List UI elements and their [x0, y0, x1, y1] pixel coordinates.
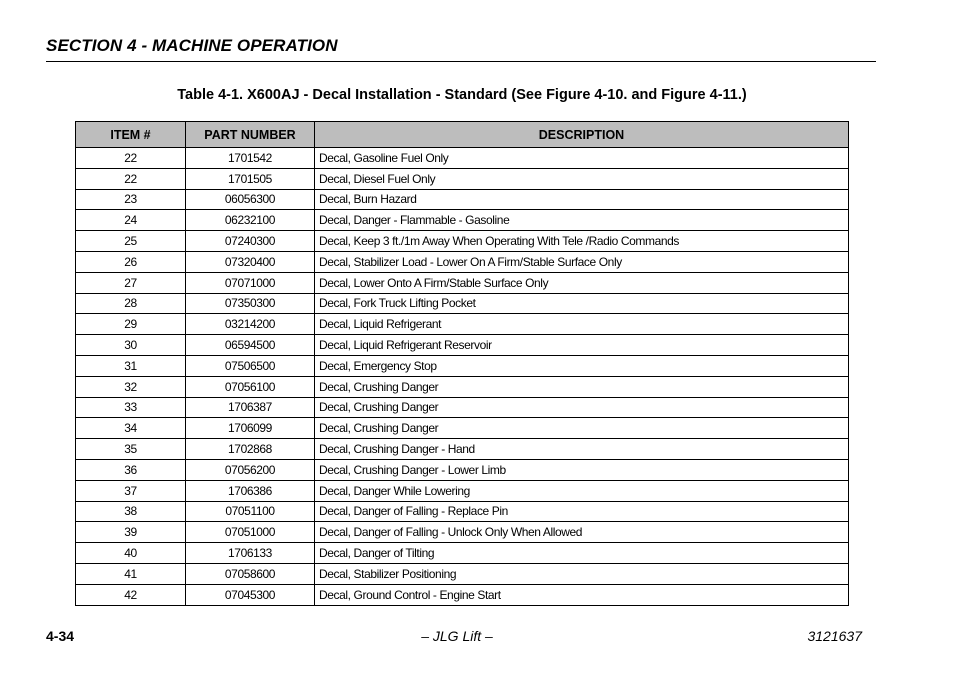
table-row [76, 293, 849, 314]
description-cell: Decal, Crushing Danger [315, 418, 849, 439]
item-number-cell: 40 [76, 543, 186, 564]
item-number-cell: 37 [76, 480, 186, 501]
table-row [76, 439, 849, 460]
table-row [76, 314, 849, 335]
item-number-cell: 22 [76, 148, 186, 169]
table-row [76, 418, 849, 439]
table-row [76, 480, 849, 501]
footer-brand: – JLG Lift – [421, 628, 493, 644]
table-row [76, 168, 849, 189]
description-cell: Decal, Diesel Fuel Only [315, 168, 849, 189]
column-header-item: ITEM # [76, 122, 186, 148]
part-number-cell: 07506500 [186, 355, 315, 376]
part-number-cell: 1706099 [186, 418, 315, 439]
item-number-cell: 34 [76, 418, 186, 439]
part-number-cell: 1706133 [186, 543, 315, 564]
item-number-cell: 29 [76, 314, 186, 335]
description-cell: Decal, Danger - Flammable - Gasoline [315, 210, 849, 231]
column-header-part-number: PART NUMBER [186, 122, 315, 148]
part-number-cell: 07051100 [186, 501, 315, 522]
description-cell: Decal, Lower Onto A Firm/Stable Surface Only [315, 272, 849, 293]
table-row [76, 522, 849, 543]
table-header-row [76, 122, 849, 148]
table-row [76, 335, 849, 356]
part-number-cell: 07350300 [186, 293, 315, 314]
table-row [76, 584, 849, 605]
table-row [76, 376, 849, 397]
table-row [76, 148, 849, 169]
description-cell: Decal, Crushing Danger [315, 376, 849, 397]
table-row [76, 563, 849, 584]
section-title: SECTION 4 - MACHINE OPERATION [46, 36, 338, 55]
table-row [76, 189, 849, 210]
description-cell: Decal, Emergency Stop [315, 355, 849, 376]
part-number-cell: 07240300 [186, 231, 315, 252]
description-cell: Decal, Danger of Falling - Unlock Only When Allowed [315, 522, 849, 543]
description-cell: Decal, Liquid Refrigerant [315, 314, 849, 335]
part-number-cell: 06594500 [186, 335, 315, 356]
item-number-cell: 28 [76, 293, 186, 314]
table-row [76, 251, 849, 272]
item-number-cell: 41 [76, 563, 186, 584]
table-row [76, 397, 849, 418]
table-row [76, 272, 849, 293]
description-cell: Decal, Ground Control - Engine Start [315, 584, 849, 605]
description-cell: Decal, Danger While Lowering [315, 480, 849, 501]
description-cell: Decal, Gasoline Fuel Only [315, 148, 849, 169]
part-number-cell: 07056100 [186, 376, 315, 397]
item-number-cell: 24 [76, 210, 186, 231]
item-number-cell: 23 [76, 189, 186, 210]
description-cell: Decal, Danger of Falling - Replace Pin [315, 501, 849, 522]
item-number-cell: 25 [76, 231, 186, 252]
item-number-cell: 30 [76, 335, 186, 356]
description-cell: Decal, Liquid Refrigerant Reservoir [315, 335, 849, 356]
table-row [76, 355, 849, 376]
item-number-cell: 42 [76, 584, 186, 605]
item-number-cell: 27 [76, 272, 186, 293]
table-body [76, 148, 849, 606]
description-cell: Decal, Burn Hazard [315, 189, 849, 210]
part-number-cell: 07058600 [186, 563, 315, 584]
section-divider [46, 61, 876, 62]
item-number-cell: 22 [76, 168, 186, 189]
part-number-cell: 1701505 [186, 168, 315, 189]
part-number-cell: 06056300 [186, 189, 315, 210]
item-number-cell: 26 [76, 251, 186, 272]
item-number-cell: 31 [76, 355, 186, 376]
table-row [76, 210, 849, 231]
description-cell: Decal, Stabilizer Positioning [315, 563, 849, 584]
page-number: 4-34 [46, 628, 75, 644]
description-cell: Decal, Crushing Danger - Hand [315, 439, 849, 460]
item-number-cell: 32 [76, 376, 186, 397]
column-header-description: DESCRIPTION [315, 122, 849, 148]
part-number-cell: 1701542 [186, 148, 315, 169]
description-cell: Decal, Stabilizer Load - Lower On A Firm/Stable Surface Only [315, 251, 849, 272]
table-row [76, 501, 849, 522]
description-cell: Decal, Crushing Danger - Lower Limb [315, 459, 849, 480]
item-number-cell: 38 [76, 501, 186, 522]
item-number-cell: 35 [76, 439, 186, 460]
part-number-cell: 06232100 [186, 210, 315, 231]
part-number-cell: 07045300 [186, 584, 315, 605]
item-number-cell: 33 [76, 397, 186, 418]
part-number-cell: 1702868 [186, 439, 315, 460]
description-cell: Decal, Fork Truck Lifting Pocket [315, 293, 849, 314]
part-number-cell: 1706386 [186, 480, 315, 501]
document-number: 3121637 [807, 628, 862, 644]
table-row [76, 459, 849, 480]
part-number-cell: 07051000 [186, 522, 315, 543]
table-caption: Table 4-1. X600AJ - Decal Installation - Standard (See Figure 4-10. and Figure 4-11.) [177, 87, 747, 103]
table-row [76, 543, 849, 564]
part-number-cell: 03214200 [186, 314, 315, 335]
item-number-cell: 36 [76, 459, 186, 480]
description-cell: Decal, Danger of Tilting [315, 543, 849, 564]
part-number-cell: 07320400 [186, 251, 315, 272]
part-number-cell: 1706387 [186, 397, 315, 418]
description-cell: Decal, Crushing Danger [315, 397, 849, 418]
decal-table [75, 121, 849, 606]
part-number-cell: 07071000 [186, 272, 315, 293]
description-cell: Decal, Keep 3 ft./1m Away When Operating With Tele /Radio Commands [315, 231, 849, 252]
part-number-cell: 07056200 [186, 459, 315, 480]
item-number-cell: 39 [76, 522, 186, 543]
table-row [76, 231, 849, 252]
